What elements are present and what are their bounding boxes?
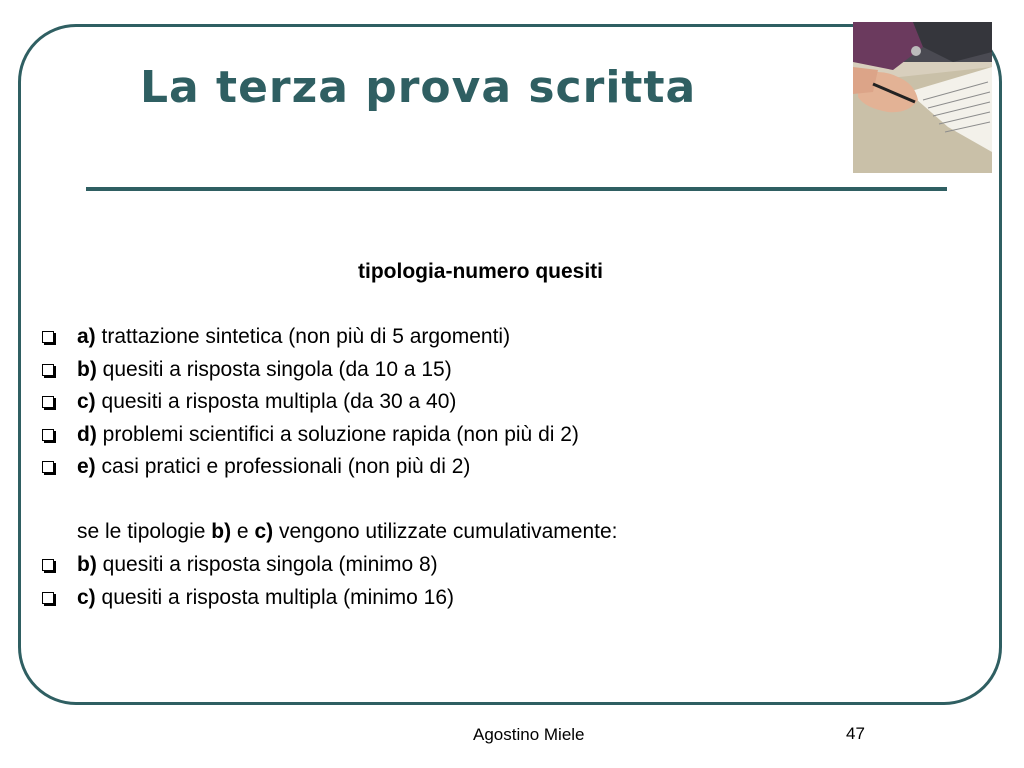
typology-list	[40, 321, 940, 484]
intro-c: c)	[254, 520, 274, 543]
item-text: trattazione sintetica (non più di 5 argomenti)	[95, 325, 511, 348]
section-heading: tipologia-numero quesiti	[358, 260, 603, 283]
title-divider	[86, 187, 947, 191]
hollow-square-bullet-icon	[42, 592, 54, 604]
footer-author: Agostino Miele	[473, 725, 585, 744]
item-key: a)	[77, 325, 96, 348]
intro-suffix: vengono utilizzate cumulativamente:	[273, 520, 618, 543]
item-text: quesiti a risposta singola (da 10 a 15)	[96, 357, 452, 381]
list-item	[40, 419, 940, 452]
intro-b: b)	[211, 520, 232, 543]
item-key: c)	[77, 585, 96, 609]
intro-mid: e	[231, 520, 255, 543]
item-key: d)	[77, 422, 97, 446]
list-item	[40, 451, 940, 484]
slide-title: La terza prova scritta	[140, 62, 697, 113]
item-text: casi pratici e professionali (non più di 2)	[95, 455, 471, 478]
hollow-square-bullet-icon	[42, 364, 54, 376]
writing-hand-photo	[853, 22, 992, 173]
item-text: problemi scientifici a soluzione rapida (non più di 2)	[96, 422, 579, 446]
list-item	[40, 321, 940, 354]
hollow-square-bullet-icon	[42, 429, 54, 441]
list-item	[40, 582, 940, 615]
item-text: quesiti a risposta multipla (da 30 a 40)	[95, 390, 457, 413]
hollow-square-bullet-icon	[42, 396, 54, 408]
item-key: e)	[77, 455, 96, 478]
hollow-square-bullet-icon	[42, 461, 54, 473]
item-text: quesiti a risposta singola (minimo 8)	[96, 553, 438, 576]
list-item	[40, 354, 940, 387]
page-number: 47	[846, 724, 865, 743]
item-text: quesiti a risposta multipla (minimo 16)	[95, 585, 454, 609]
list-item	[40, 549, 940, 582]
item-key: c)	[77, 390, 96, 413]
intro-prefix: se le tipologie	[77, 520, 212, 543]
hollow-square-bullet-icon	[42, 559, 54, 571]
minimum-list	[40, 549, 940, 614]
list-item	[40, 386, 940, 419]
item-key: b)	[77, 553, 97, 576]
hollow-square-bullet-icon	[42, 331, 54, 343]
item-key: b)	[77, 357, 97, 381]
cumulative-intro	[77, 516, 618, 549]
